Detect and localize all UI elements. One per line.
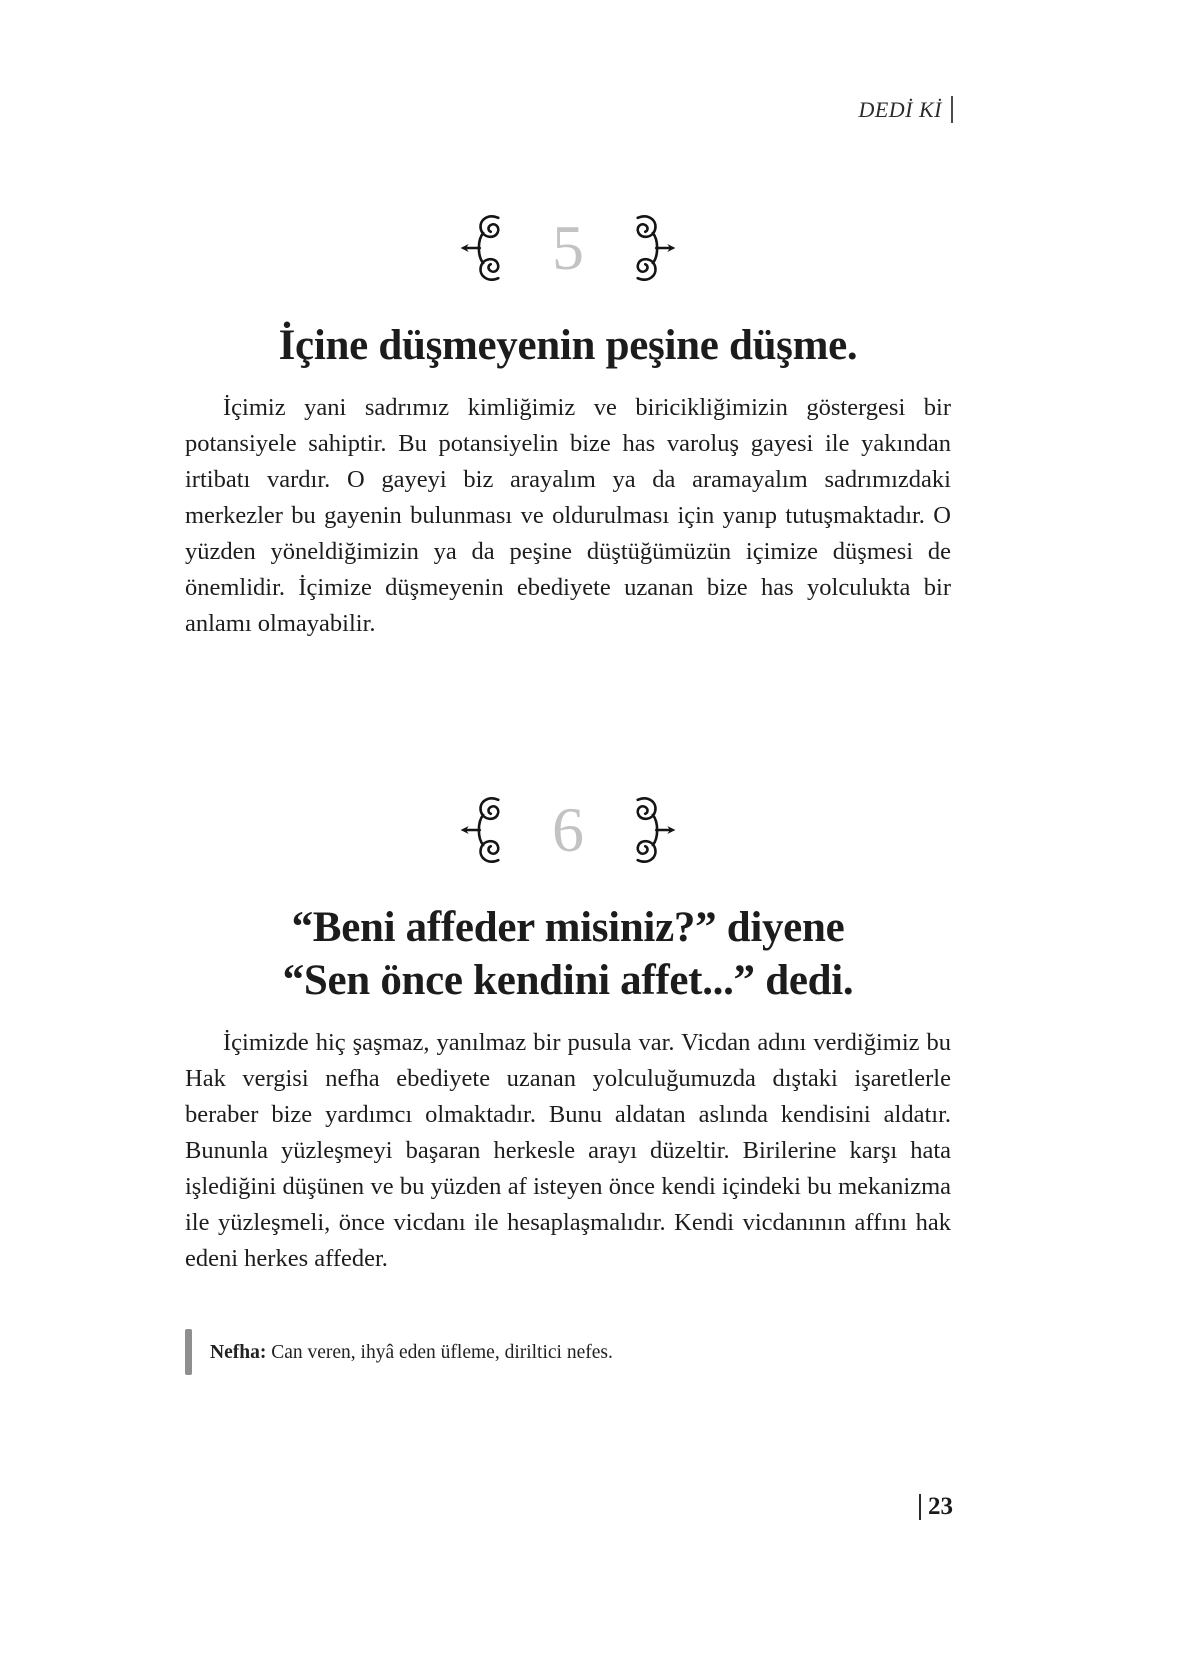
footnote-bar [185, 1329, 192, 1375]
footnote-text [210, 1339, 613, 1366]
header-divider-bar [951, 96, 953, 123]
section-title [185, 902, 951, 1007]
section-6 [185, 774, 951, 1375]
footnote [185, 1329, 951, 1375]
running-header-title: DEDİ Kİ [858, 96, 942, 122]
section-5-divider [185, 192, 951, 304]
section-5 [185, 192, 951, 642]
flourish-left-icon [460, 794, 518, 866]
section-number: 6 [552, 794, 584, 866]
page-number-bar [919, 1494, 921, 1520]
section-number: 5 [552, 212, 584, 283]
section-title-line-1: “Beni affeder misiniz?” diyene [291, 904, 845, 952]
section-6-divider [185, 774, 951, 886]
section-paragraph: İçimizde hiç şaşmaz, yanılmaz bir pusula var. Vicdan adını verdiğimiz bu Hak vergisi nefha ebediyete uzanan yolculuğumuzda dıştaki işaretlerle beraber bize yardımcı olmaktadır. Bunu aldatan aslında kendisini aldatır. Bununla yüzleşmeyi başaran herkesle arayı düzeltir. Birilerine karşı hata işlediğini düşünen ve bu yüzden af isteyen önce kendi içindeki bu mekanizma ile yüzleşmeli, önce vicdanı ile hesaplaşmalıdır. Kendi vicdanının affını hak edeni herkes affeder. [185, 1029, 951, 1273]
page-number [919, 1493, 953, 1521]
flourish-right-icon [618, 794, 676, 866]
footnote-term: Nefha: [210, 1341, 267, 1363]
page-number-value: 23 [928, 1493, 953, 1520]
footnote-definition: Can veren, ihyâ eden üfleme, diriltici nefes. [271, 1341, 613, 1363]
flourish-left-icon [460, 212, 518, 284]
section-paragraph: İçimiz yani sadrımız kimliğimiz ve biricikliğimizin göstergesi bir potansiyele sahiptir. Bu potansiyelin bize has varoluş gayesi ile yakından irtibatı vardır. O gayeyi biz arayalım ya da aramayalım sadrımızdaki merkezler bu gayenin bulunması ve oldurulması için yanıp tutuşmaktadır. O yüzden yöneldiğimizin ya da peşine düştüğümüzün içimize düşmesi de önemlidir. İçimize düşmeyenin ebediyete uzanan bize has yolculukta bir anlamı olmayabilir. [185, 394, 951, 638]
flourish-right-icon [618, 212, 676, 284]
running-header [858, 96, 953, 123]
section-title-line-2: “Sen önce kendini affet...” dedi. [282, 956, 854, 1004]
section-title: İçine düşmeyenin peşine düşme. [278, 322, 858, 369]
